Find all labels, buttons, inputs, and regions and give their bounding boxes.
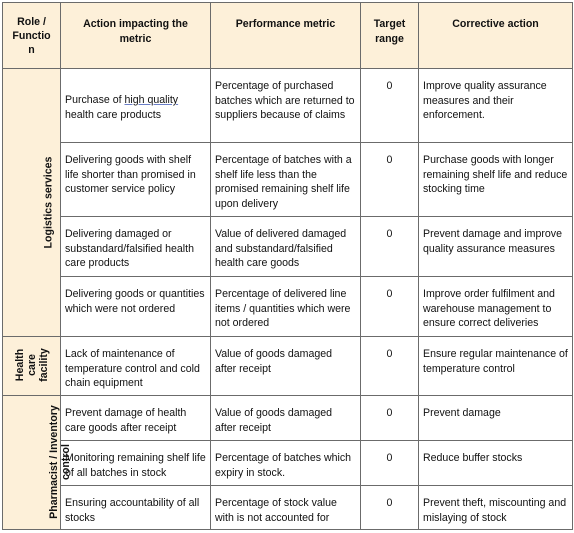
corrective-cell: Improve order fulfilment and warehouse management to ensure correct deliveries [419,277,573,337]
metric-cell: Percentage of batches which expiry in stock. [211,441,361,486]
target-cell: 0 [361,143,419,217]
metric-cell: Percentage of purchased batches which are returned to suppliers because of claims [211,69,361,143]
target-cell: 0 [361,69,419,143]
role-label-health-care-facility [14,348,50,382]
action-cell [61,69,211,143]
corrective-cell: Improve quality assurance measures and their enforcement. [419,69,573,143]
table-row [3,69,573,143]
header-corrective [419,3,573,69]
header-role [3,3,61,69]
header-action [61,3,211,69]
action-text-part: Purchase of [65,94,125,106]
target-cell: 0 [361,486,419,530]
action-text-underlined: high quality [124,94,179,106]
target-cell: 0 [361,337,419,396]
action-cell: Delivering goods or quantities which were not ordered [61,277,211,337]
action-cell: Prevent damage of health care goods after receipt [61,396,211,441]
action-cell: Lack of maintenance of temperature control and cold chain equipment [61,337,211,396]
metric-cell: Value of goods damaged after receipt [211,396,361,441]
performance-metrics-table-container [2,2,572,530]
table-row [3,277,573,337]
metric-cell: Percentage of delivered line items / quantities which were not ordered [211,277,361,337]
metric-cell: Value of delivered damaged and substandard/falsified health care goods [211,217,361,277]
table-row [3,337,573,396]
header-metric [211,3,361,69]
role-cell-pharmacist [3,396,72,530]
role-label-line: Pharmacist / Inventory [47,404,60,519]
header-role-line-3: n [28,44,35,56]
action-cell: Delivering goods with shelf life shorter than promised in customer service policy [61,143,211,217]
metric-cell: Percentage of batches with a shelf life less than the promised remaining shelf life upon delivery [211,143,361,217]
target-cell: 0 [361,441,419,486]
role-label-line: Health [13,349,26,382]
header-action-line-2: metric [119,32,152,45]
header-target-line-1: Target [373,18,406,30]
action-text-part: health care products [65,108,161,121]
role-cell-health-care-facility [3,337,61,396]
header-role-line-1: Role / [17,16,46,28]
table-row [3,217,573,277]
target-cell: 0 [361,277,419,337]
performance-metrics-table [2,2,573,530]
table-row [3,486,573,530]
role-label-line: care [25,354,38,377]
corrective-cell: Prevent damage [419,396,573,441]
target-cell: 0 [361,396,419,441]
header-row [3,3,573,69]
action-cell: Ensuring accountability of all stocks [61,486,211,530]
role-label-pharmacist [48,405,72,519]
action-cell: Monitoring remaining shelf life of all batches in stock [61,441,211,486]
metric-cell: Percentage of stock value with is not accounted for [211,486,361,530]
header-target [361,3,419,69]
role-label-logistics: Logistics services [42,156,55,249]
header-action-line-1: Action impacting the [83,18,188,30]
table-row [3,396,573,441]
target-cell: 0 [361,217,419,277]
role-label-line: control [59,443,72,480]
header-corrective-text: Corrective action [452,18,539,30]
table-row [3,441,573,486]
table-row [3,143,573,217]
corrective-cell: Prevent theft, miscounting and mislaying of stock [419,486,573,530]
corrective-cell: Reduce buffer stocks [419,441,573,486]
corrective-cell: Prevent damage and improve quality assurance measures [419,217,573,277]
corrective-cell: Purchase goods with longer remaining shelf life and reduce stocking time [419,143,573,217]
role-cell-logistics [3,69,61,337]
header-target-line-2: range [375,32,404,45]
corrective-cell: Ensure regular maintenance of temperature control [419,337,573,396]
header-role-line-2: Functio [12,30,51,42]
action-cell: Delivering damaged or substandard/falsified health care products [61,217,211,277]
header-metric-text: Performance metric [235,18,336,30]
metric-cell: Value of goods damaged after receipt [211,337,361,396]
role-label-line: facility [37,348,50,382]
